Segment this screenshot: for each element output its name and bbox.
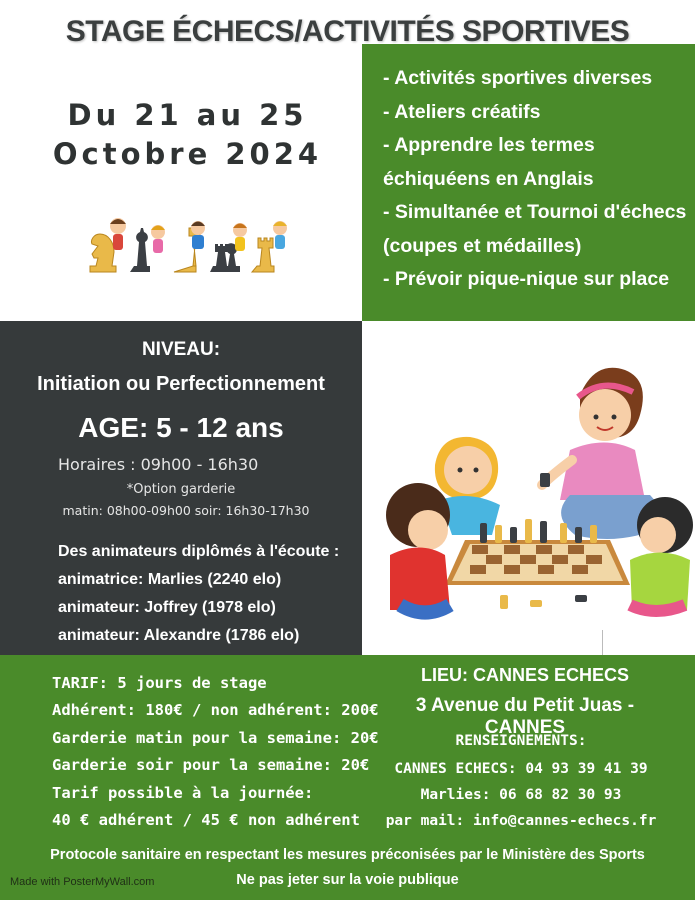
age-range: AGE: 5 - 12 ans [78,412,284,443]
kids-playing-chess-illustration [380,355,695,625]
lieu-title: LIEU: CANNES ECHECS [420,665,630,685]
renseignements-title: RENSEIGNEMENTS: [455,733,587,749]
lieu-address: 3 Avenue du Petit Juas - CANNES [415,695,635,738]
renseignements-list [375,756,667,834]
tarif-item: Garderie matin pour la semaine: 20€ [52,728,379,747]
divider-line [602,630,603,655]
tarif-list [52,670,379,834]
animators-heading: Des animateurs diplômés à l'écoute : [58,543,340,560]
protocol-notice: Protocole sanitaire en respectant les mesures préconisées par le Ministère des Sports [50,847,645,863]
activity-line: - Simultanée et Tournoi d'échecs [383,201,687,223]
activity-line: - Prévoir pique-nique sur place [383,268,670,290]
garderie-option: *Option garderie [126,482,236,497]
contact-email: par mail: info@cannes-echecs.fr [385,813,657,829]
tarif-item: Adhérent: 180€ / non adhérent: 200€ [52,701,379,720]
contact-phone-club: CANNES ECHECS: 04 93 39 41 39 [394,761,648,777]
dates-line-2: Octobre 2024 [52,137,323,171]
poster-title: STAGE ÉCHECS/ACTIVITÉS SPORTIVES [65,15,630,48]
animators-list [58,538,339,650]
tarif-heading: TARIF: 5 jours de stage [52,674,267,692]
activity-line: - Apprendre les termes [383,134,595,156]
contact-phone-marlies: Marlies: 06 68 82 30 93 [420,787,622,803]
animator-item: animatrice: Marlies (2240 elo) [58,571,282,588]
activity-line: - Ateliers créatifs [383,100,541,123]
activity-line: (coupes et médailles) [383,234,582,257]
dates-line-1: Du 21 au 25 [67,98,308,132]
watermark: Made with PosterMyWall.com [10,876,155,888]
garderie-times: matin: 08h00-09h00 soir: 16h30-17h30 [62,503,310,518]
niveau-value: Initiation ou Perfectionnement [37,373,325,395]
activities-list [383,62,688,297]
tarif-item: 40 € adhérent / 45 € non adhérent [52,811,360,830]
animator-item: animateur: Joffrey (1978 elo) [58,599,276,616]
tarif-item: Tarif possible à la journée: [52,783,314,802]
tarif-item: Garderie soir pour la semaine: 20€ [52,756,370,775]
activity-line: - Activités sportives diverses [383,67,653,89]
niveau-label: NIVEAU: [141,339,221,360]
horaires: Horaires : 09h00 - 16h30 [58,455,259,474]
chess-kids-illustration [80,210,300,280]
no-litter-notice: Ne pas jeter sur la voie publique [236,872,459,888]
animator-item: animateur: Alexandre (1786 elo) [58,627,300,644]
activity-line: échiquéens en Anglais [383,167,594,190]
stage-dates [20,96,355,174]
